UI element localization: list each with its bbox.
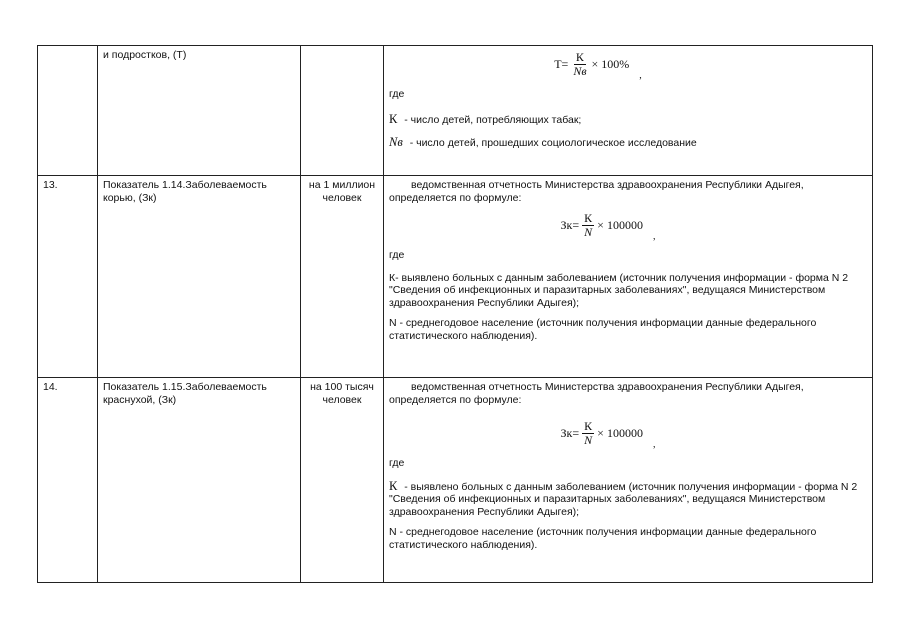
table-row [38,378,873,583]
formula-numerator: К [584,211,593,225]
formula [389,50,867,82]
formula-tail: × 100% [591,57,630,72]
method-intro: ведомственная отчетность Министерства здравоохранения Республики Адыгея, определяется по формуле: [389,179,804,204]
formula-numerator: К [575,50,584,64]
indicators-table [37,45,873,583]
definition [389,317,867,342]
formula-denominator: N [584,225,593,239]
where-label: где [389,457,405,469]
formula-numerator: К [584,419,593,433]
unit-cell [301,46,384,176]
formula-tail: × 100000 [597,218,643,233]
formula-fraction [582,212,594,239]
definition-text: - выявлено больных с данным заболеванием (источник получения информации - форма N 2 "Сведения об инфекционных и паразитарных заболеваниях", ведущаяся Министерством здравоохранения Республики Адыгея); [389,480,858,518]
definition-text: N - среднегодовое население (источник получения информации данные федерального статистического наблюдения). [389,526,817,551]
formula-lhs: Зк= [560,218,580,233]
method-cell [384,176,873,378]
unit-cell: на 100 тысяч человек [301,378,384,583]
row-number: 14. [38,378,98,583]
definition-text: К- выявлено больных с данным заболеванием (источник получения информации - форма N 2 "Сведения об инфекционных и паразитарных заболеваниях", ведущаяся Министерством здравоохранения Республики Адыгея); [389,271,849,309]
where-label: где [389,88,405,100]
indicator-name: и подростков, (Т) [98,46,301,176]
definition-text: - число детей, потребляющих табак; [404,113,582,126]
where-label: где [389,249,405,261]
row-number [38,46,98,176]
row-number: 13. [38,176,98,378]
formula-lhs: Т= [554,57,569,72]
formula-fraction [571,51,588,78]
formula-lhs: Зк= [560,426,580,441]
definition [389,136,867,150]
formula-denominator: N [584,433,593,447]
indicator-name: Показатель 1.14.Заболеваемость корью, (Зк) [98,176,301,378]
indicator-name: Показатель 1.15.Заболеваемость краснухой, (Зк) [98,378,301,583]
method-cell [384,46,873,176]
definition [389,272,867,310]
table-row [38,46,873,176]
unit-cell: на 1 миллион человек [301,176,384,378]
formula-comma: , [639,70,642,82]
definition [389,480,867,519]
formula [389,211,867,243]
formula-fraction [582,420,594,447]
definition-symbol: К [389,111,398,126]
method-intro: ведомственная отчетность Министерства здравоохранения Республики Адыгея, определяется по формуле: [389,381,804,406]
formula-denominator: Nв [573,64,587,78]
definition-symbol: Nв [389,135,403,149]
definition-text: - число детей, прошедших социологическое исследование [409,137,697,149]
formula [389,419,867,451]
definition-text: N - среднегодовое население (источник получения информации данные федерального статистического наблюдения). [389,317,817,342]
definition-symbol: К [389,478,398,493]
method-cell [384,378,873,583]
formula-tail: × 100000 [597,426,643,441]
table-row [38,176,873,378]
formula-comma: , [652,439,656,451]
formula-comma: , [652,231,656,243]
definition [389,113,867,127]
definition [389,526,867,551]
